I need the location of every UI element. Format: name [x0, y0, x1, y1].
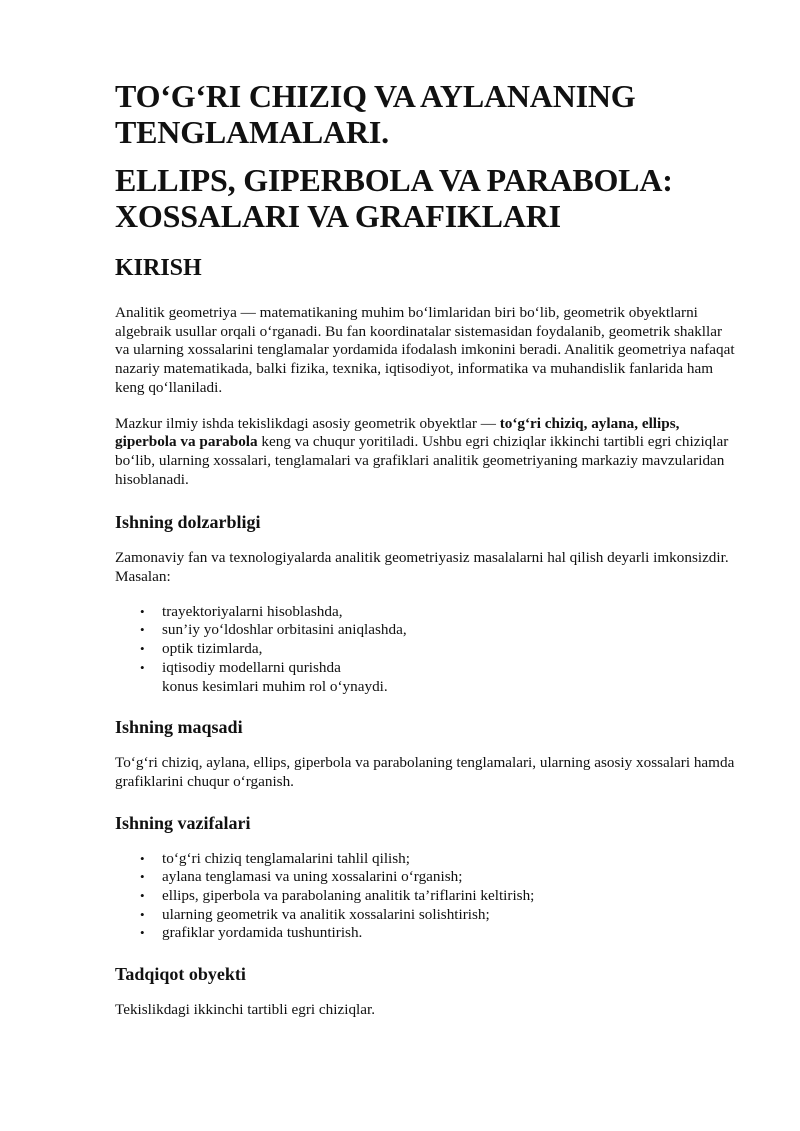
- list-item: [140, 868, 740, 887]
- list-item-text: ellips, giperbola va parabolaning analitik ta’riflarini keltirish;: [162, 887, 535, 905]
- bullet-icon: •: [140, 641, 145, 657]
- list-item: [140, 924, 740, 943]
- bullet-icon: •: [140, 659, 145, 675]
- relevance-heading: Ishning dolzarbligi: [115, 512, 261, 533]
- list-item: [140, 658, 740, 696]
- intro-paragraph-1: Analitik geometriya — matematikaning muhim bo‘limlaridan biri bo‘lib, geometrik obyektlarni algebraik usullar orqali o‘rganadi. Bu fan koordinatalar sistemasidan foydalanib, geometrik shakllar va ularning xossalarini tenglamalar yordamida ifodalash imkonini beradi. Analitik geometriya nafaqat nazariy matematikada, balki fizika, texnika, iqtisodiyot, informatika va muhandislik fanlarida ham keng qo‘llaniladi.: [115, 304, 735, 396]
- bullet-icon: •: [140, 622, 145, 638]
- bullet-icon: •: [140, 869, 145, 885]
- bullet-icon: •: [140, 850, 145, 866]
- list-item-text: optik tizimlarda,: [162, 640, 263, 658]
- subtitle-line-1: ELLIPS, GIPERBOLA VA PARABOLA:: [115, 162, 673, 198]
- list-item: [140, 621, 740, 640]
- list-item-text: trayektoriyalarni hisoblashda,: [162, 602, 343, 620]
- list-item: [140, 849, 740, 869]
- list-continuation: konus kesimlari muhim rol o‘ynaydi.: [162, 677, 388, 695]
- list-item: [140, 602, 740, 622]
- intro-p2-after: keng va chuqur yoritiladi. Ushbu egri chiziqlar ikkinchi tartibli egri chiziqlar bo‘lib, ularning xossalari, tenglamalari va grafiklari analitik geometriyaning markaziy mavzularidan hisoblanadi.: [115, 433, 729, 488]
- list-item: [140, 887, 740, 906]
- list-item-text: grafiklar yordamida tushuntirish.: [162, 924, 363, 942]
- title-line-2: TENGLAMALARI.: [115, 114, 389, 150]
- goal-heading: Ishning maqsadi: [115, 717, 243, 738]
- title-line-1: TO‘G‘RI CHIZIQ VA AYLANANING: [115, 78, 636, 114]
- relevance-text: Zamonaviy fan va texnologiyalarda analitik geometriyasiz masalalarni hal qilish deyarli imkonsizdir. Masalan:: [115, 549, 729, 586]
- list-item: [140, 905, 740, 925]
- goal-text: To‘g‘ri chiziq, aylana, ellips, giperbola va parabolaning tenglamalari, ularning asosiy xossalari hamda grafiklarini chuqur o‘rganish.: [115, 754, 735, 790]
- document-title: [115, 78, 740, 150]
- document-subtitle: [115, 162, 740, 234]
- bullet-icon: •: [140, 603, 145, 619]
- tasks-heading: Ishning vazifalari: [115, 812, 251, 833]
- bullet-icon: •: [140, 925, 145, 941]
- object-text: Tekislikdagi ikkinchi tartibli egri chiziqlar.: [115, 1001, 376, 1019]
- list-item: [140, 640, 740, 659]
- intro-paragraph-2: [115, 415, 740, 490]
- list-item-text: to‘g‘ri chiziq tenglamalarini tahlil qilish;: [162, 849, 410, 867]
- intro-p2-before: Mazkur ilmiy ishda tekislikdagi asosiy geometrik obyektlar —: [115, 414, 500, 432]
- bullet-icon: •: [140, 906, 145, 922]
- subtitle-line-2: XOSSALARI VA GRAFIKLARI: [115, 198, 561, 234]
- tasks-list: [115, 850, 740, 944]
- list-item-text: aylana tenglamasi va uning xossalarini o‘rganish;: [162, 868, 463, 886]
- list-item-text: sun’iy yo‘ldoshlar orbitasini aniqlashda,: [162, 621, 407, 639]
- intro-p2-bold: to‘g‘ri chiziq, aylana, ellips, giperbola va parabola: [115, 414, 680, 451]
- object-heading: Tadqiqot obyekti: [115, 964, 246, 985]
- document-page: [115, 78, 740, 1037]
- relevance-list: [115, 603, 740, 697]
- list-item-text: ularning geometrik va analitik xossalarini solishtirish;: [162, 905, 490, 923]
- list-item-text: iqtisodiy modellarni qurishda: [162, 658, 341, 676]
- bullet-icon: •: [140, 888, 145, 904]
- intro-heading: KIRISH: [115, 255, 202, 281]
